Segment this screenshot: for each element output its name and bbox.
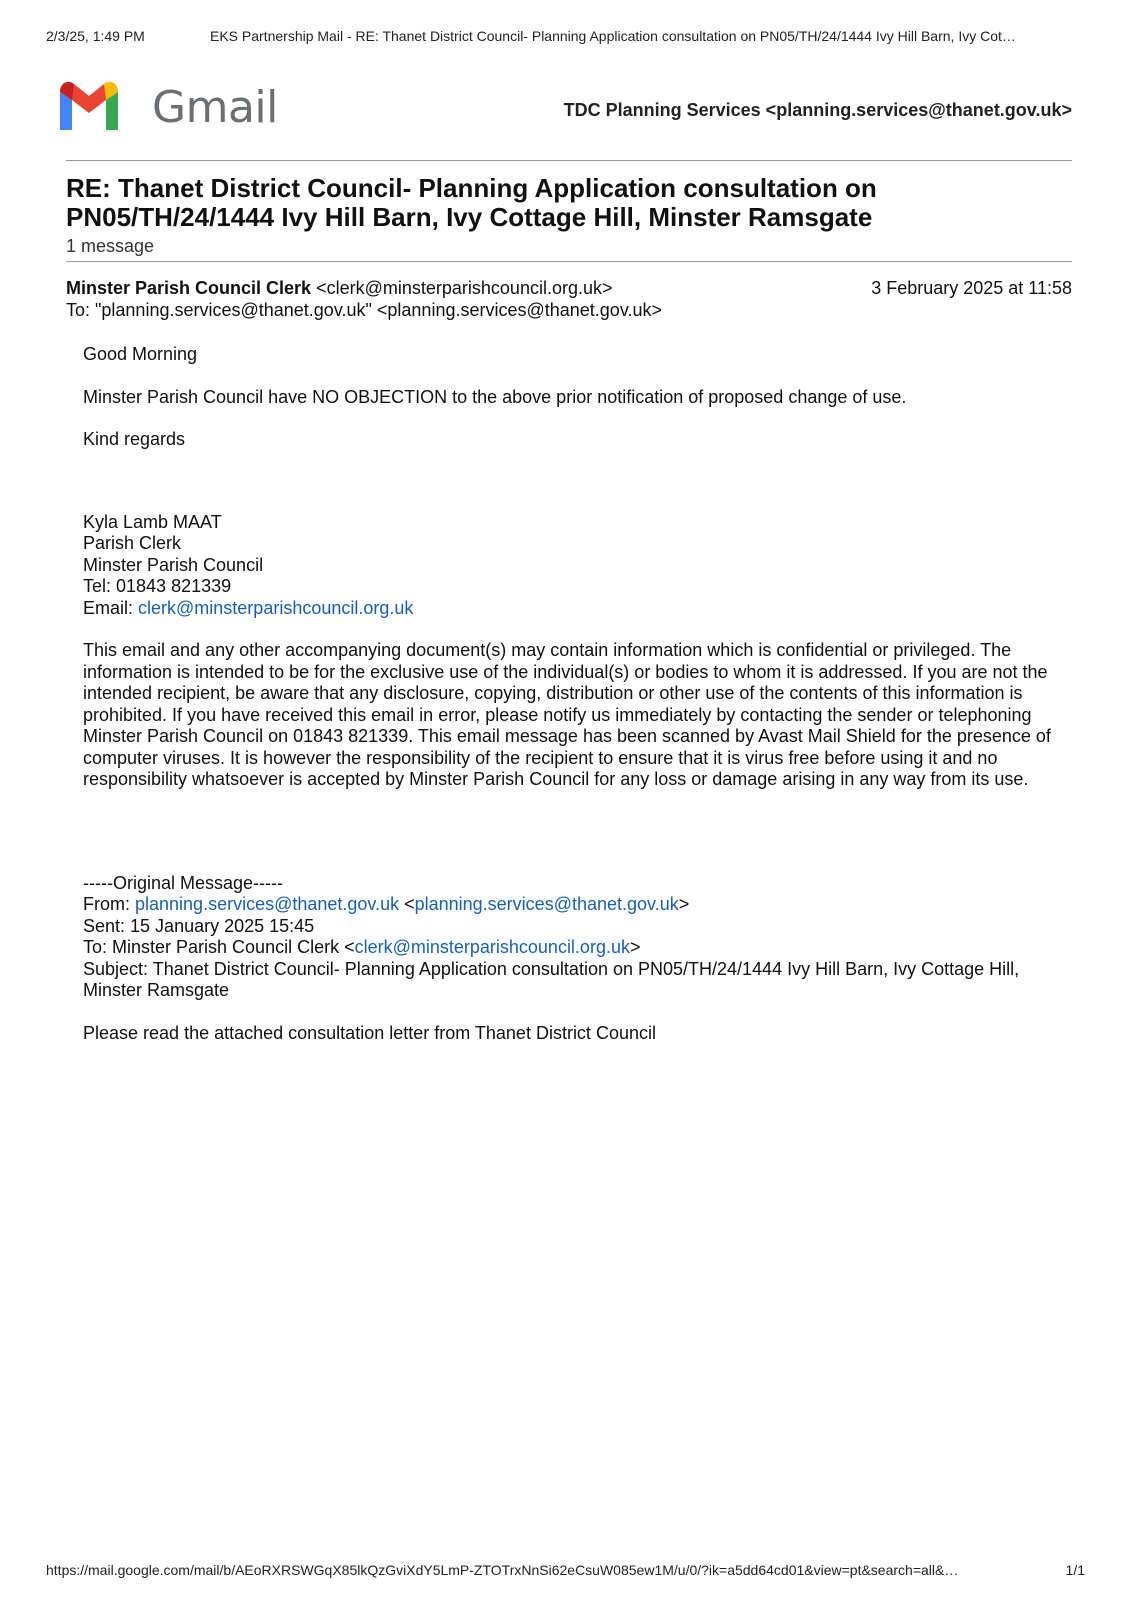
disclaimer: This email and any other accompanying document(s) may contain information which is confidential or privileged. The information is intended to be for the exclusive use of the individual(s) or bodies to whom it is addressed. If you are not the intended recipient, be aware that any disclosure, copying, distribution or other use of the contents of this information is prohibited. If you have received this email in error, please notify us immediately by contacting the sender or telephoning Minster Parish Council on 01843 821339. This email message has been scanned by Avast Mail Shield for the presence of computer viruses. It is however the responsibility of the recipient to ensure that it is virus free before using it and no responsibility whatsoever is accepted by Minster Parish Council for any loss or damage arising in any way from its use. (83, 640, 1051, 789)
subject-divider (66, 261, 1072, 262)
greeting: Good Morning (83, 344, 198, 364)
signature-tel: Tel: 01843 821339 (83, 576, 232, 596)
original-body: Please read the attached consultation letter from Thanet District Council (83, 1022, 656, 1043)
signature (83, 512, 1058, 620)
closing: Kind regards (83, 429, 186, 449)
message-body (83, 344, 1058, 1044)
print-url: https://mail.google.com/mail/b/AEoRXRSWGqX85lkQzGviXdY5LmP-ZTOTrxNnSi62eCsuW085ew1M/u/0/?ik=a5dd64cd01&view=pt&search=all&… (46, 1562, 959, 1578)
subject-line-2: PN05/TH/24/1444 Ivy Hill Barn, Ivy Cottage Hill, Minster Ramsgate (66, 202, 873, 232)
signature-name: Kyla Lamb MAAT (83, 511, 222, 532)
original-header: -----Original Message----- (83, 872, 284, 893)
sender (66, 278, 613, 299)
thread-subject (66, 174, 1066, 232)
original-message (83, 873, 1058, 1045)
original-to-label: To: Minster Parish Council Clerk < (83, 937, 355, 957)
gmail-logo (56, 78, 278, 138)
original-from (83, 894, 1058, 916)
message-date: 3 February 2025 at 11:58 (871, 278, 1072, 298)
original-from-link-2[interactable]: planning.services@thanet.gov.uk (414, 894, 679, 914)
print-window-title: EKS Partnership Mail - RE: Thanet District Council- Planning Application consultation on PN05/TH/24/1444 Ivy Hill Barn, Ivy Cot… (210, 28, 1016, 44)
header-divider (66, 160, 1072, 161)
recipient-line: To: "planning.services@thanet.gov.uk" <planning.services@thanet.gov.uk> (66, 300, 663, 320)
subject-line-1: RE: Thanet District Council- Planning Application consultation on (66, 173, 877, 203)
original-to-close: > (629, 937, 641, 957)
signature-email-label: Email: (83, 597, 139, 618)
original-from-open: < (399, 894, 415, 914)
signature-email-link[interactable]: clerk@minsterparishcouncil.org.uk (138, 597, 414, 618)
original-from-link[interactable]: planning.services@thanet.gov.uk (135, 894, 400, 914)
signature-email (83, 598, 1058, 620)
gmail-logo-icon (56, 78, 122, 134)
original-to (83, 937, 1058, 959)
original-sent: Sent: 15 January 2025 15:45 (83, 915, 315, 936)
original-from-label: From: (83, 894, 135, 914)
original-to-link[interactable]: clerk@minsterparishcouncil.org.uk (354, 937, 630, 957)
print-datetime: 2/3/25, 1:49 PM (46, 28, 145, 44)
page-number: 1/1 (1065, 1562, 1085, 1578)
statement: Minster Parish Council have NO OBJECTION to the above prior notification of proposed change of use. (83, 386, 907, 407)
message-count: 1 message (66, 236, 155, 256)
signature-role: Parish Clerk (83, 533, 182, 553)
sender-email: <clerk@minsterparishcouncil.org.uk> (316, 278, 613, 298)
original-subject: Subject: Thanet District Council- Planning Application consultation on PN05/TH/24/1444 Ivy Hill Barn, Ivy Cottage Hill, Minster Ramsgate (83, 958, 1020, 1000)
sender-name: Minster Parish Council Clerk (66, 278, 312, 298)
account-label: TDC Planning Services <planning.services@thanet.gov.uk> (563, 100, 1072, 120)
gmail-wordmark: Gmail (152, 82, 278, 133)
original-from-close: > (678, 894, 690, 914)
signature-org: Minster Parish Council (83, 554, 264, 575)
